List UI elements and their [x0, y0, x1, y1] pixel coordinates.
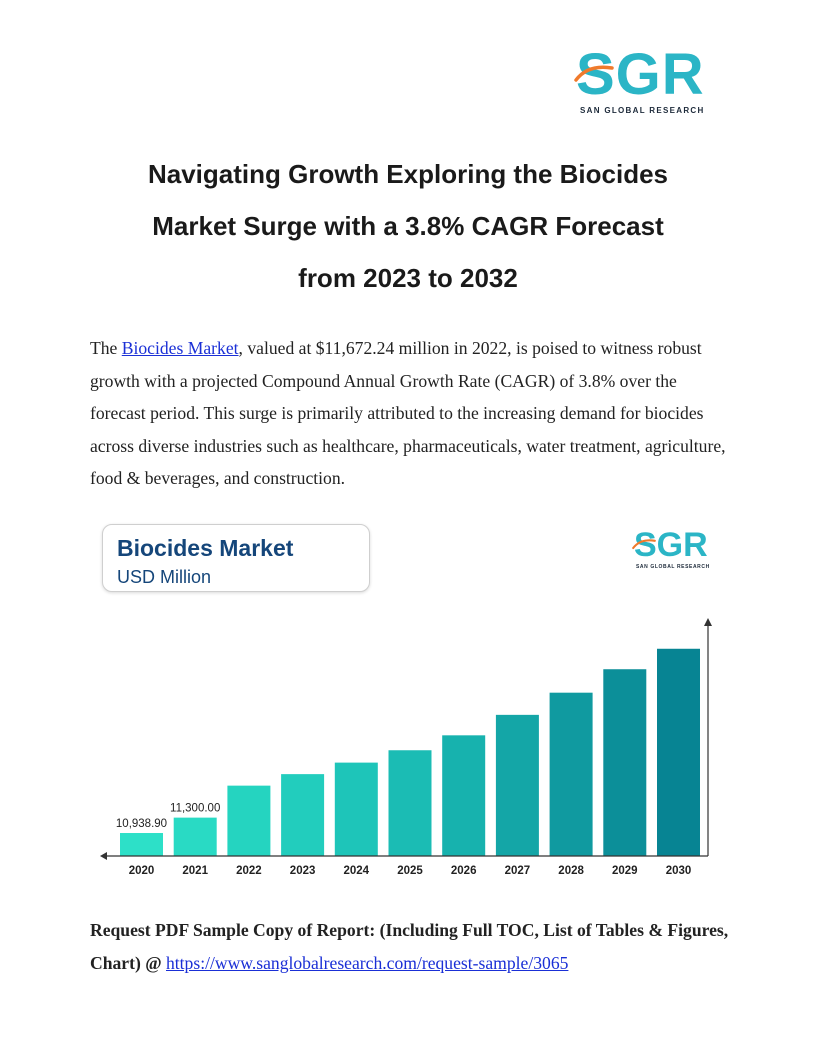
logo-subtitle: SAN GLOBAL RESEARCH	[580, 106, 705, 115]
bar-2026	[442, 735, 485, 856]
bar-2025	[389, 750, 432, 856]
bar-2027	[496, 715, 539, 856]
intro-paragraph	[90, 332, 730, 495]
x-axis-arrow-icon	[100, 852, 107, 860]
request-sample-link[interactable]: https://www.sanglobalresearch.com/request-sample/3065	[165, 952, 569, 973]
x-tick-label: 2029	[612, 865, 638, 877]
bar-2028	[550, 693, 593, 856]
request-bold-text: Request PDF Sample Copy of Report: (Including Full TOC, List of Tables & Figures, Chart) @	[90, 920, 729, 973]
logo-swoosh-icon	[574, 60, 614, 90]
biocides-market-chart	[96, 518, 728, 896]
bar-2023	[281, 774, 324, 856]
logo-small-letters: SGR	[634, 526, 708, 564]
chart-title: Biocides Market	[117, 535, 294, 561]
x-tick-label: 2020	[128, 865, 155, 877]
request-sample-paragraph	[90, 914, 730, 979]
x-tick-label: 2024	[343, 865, 370, 877]
title-line-3: from 2023 to 2032	[298, 263, 518, 293]
logo-letters: SGR	[576, 42, 705, 107]
biocides-market-link[interactable]: Biocides Market	[121, 338, 239, 358]
bars-group	[120, 649, 700, 856]
x-tick-label: 2021	[182, 865, 208, 877]
title-line-2: Market Surge with a 3.8% CAGR Forecast	[152, 211, 664, 241]
page-title	[96, 148, 720, 304]
bar-2029	[603, 669, 646, 856]
data-label: 11,300.00	[170, 802, 221, 815]
logo-small-subtitle: SAN GLOBAL RESEARCH	[636, 564, 710, 570]
x-tick-label: 2028	[558, 865, 584, 877]
x-tick-label: 2022	[236, 865, 262, 877]
y-axis-arrow-icon	[704, 618, 712, 626]
x-tick-label: 2027	[504, 865, 531, 877]
data-label: 10,938.90	[115, 818, 168, 831]
bar-2020	[120, 833, 163, 856]
sgr-logo	[576, 42, 720, 118]
bar-2021	[174, 818, 217, 856]
bar-2022	[227, 786, 270, 856]
x-tick-label: 2025	[397, 865, 423, 877]
bar-2024	[335, 763, 378, 856]
title-line-1: Navigating Growth Exploring the Biocides	[147, 159, 669, 189]
x-tick-label: 2026	[450, 865, 477, 877]
x-tick-label: 2030	[665, 865, 692, 877]
x-tick-label: 2023	[289, 865, 316, 877]
chart-unit-label: USD Million	[117, 567, 212, 587]
bar-2030	[657, 649, 700, 856]
intro-rest: , valued at $11,672.24 million in 2022, is poised to witness robust growth with a projected Compound Annual Growth Rate (CAGR) of 3.8% over the forecast period. This surge is primarily attributed to the increasing demand for biocides across diverse industries such as healthcare, pharmaceuticals, water treatment, agriculture, food & beverages, and construction.	[90, 338, 726, 488]
intro-lead: The	[90, 338, 122, 358]
bar-chart-svg	[96, 518, 728, 896]
